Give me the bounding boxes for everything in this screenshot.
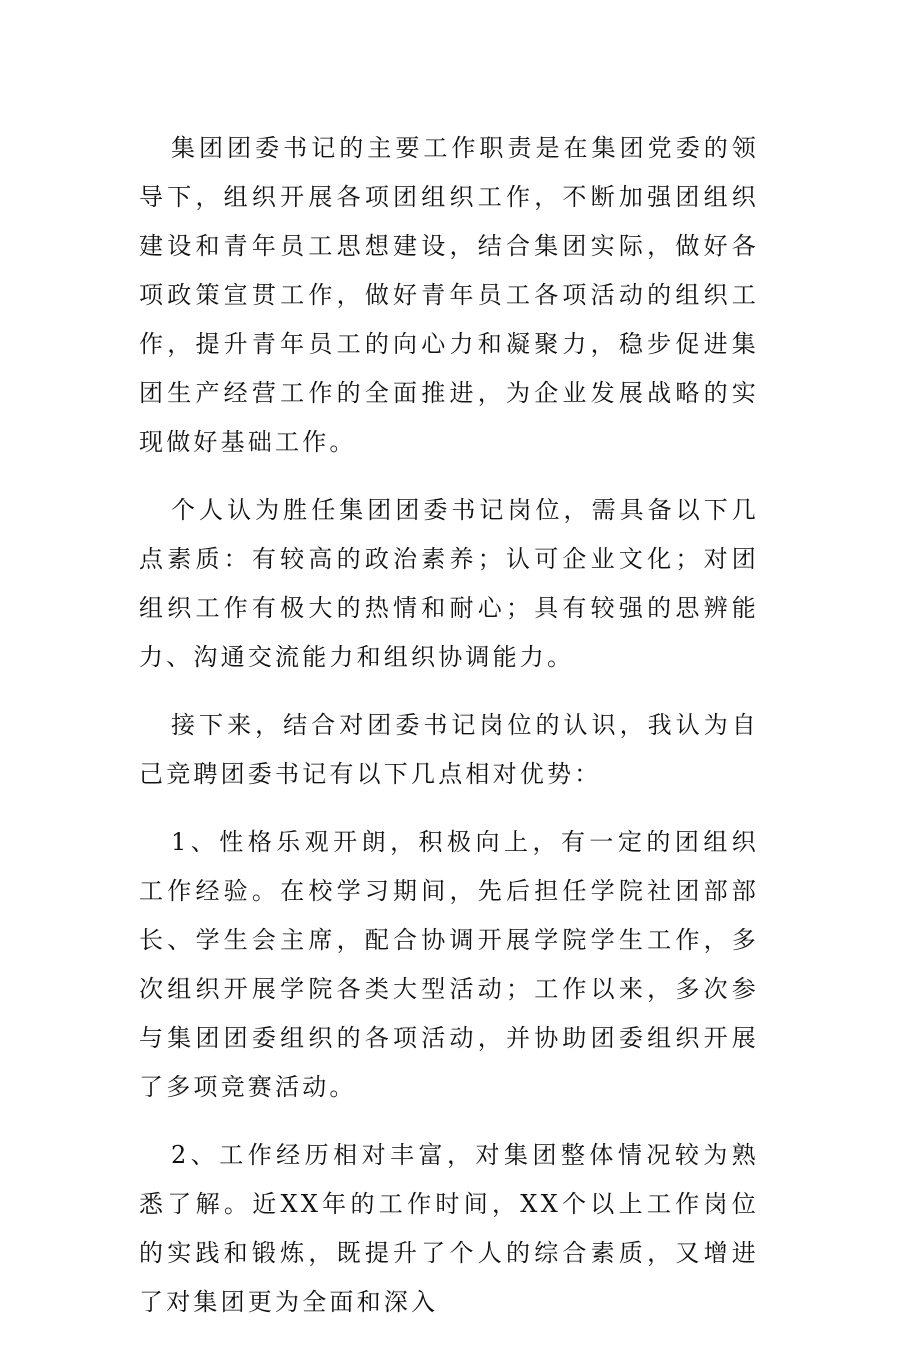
paragraph-qualities: 个人认为胜任集团团委书记岗位，需具备以下几点素质：有较高的政治素养；认可企业文化；对团组织工作有极大的热情和耐心；具有较强的思辨能力、沟通交流能力和组织协调能力。 [139, 496, 759, 671]
paragraph-advantages-intro: 接下来，结合对团委书记岗位的认识，我认为自己竞聘团委书记有以下几点相对优势： [139, 711, 759, 788]
paragraph-duties: 集团团委书记的主要工作职责是在集团党委的领导下，组织开展各项团组织工作，不断加强团组织建设和青年员工思想建设，结合集团实际，做好各项政策宣贯工作，做好青年员工各项活动的组织工作，提升青年员工的向心力和凝聚力，稳步促进集团生产经营工作的全面推进，为企业发展战略的实现做好基础工作。 [139, 134, 759, 456]
paragraph-advantage-1: 1、性格乐观开朗，积极向上，有一定的团组织工作经验。在校学习期间，先后担任学院社团部部长、学生会主席，配合协调开展学院学生工作，多次组织开展学院各类大型活动；工作以来，多次参与集团团委组织的各项活动，并协助团委组织开展了多项竞赛活动。 [139, 828, 759, 1101]
document-body [139, 124, 759, 1346]
paragraph-advantage-2: 2、工作经历相对丰富，对集团整体情况较为熟悉了解。近XX年的工作时间，XX个以上工作岗位的实践和锻炼，既提升了个人的综合素质，又增进了对集团更为全面和深入 [139, 1141, 759, 1316]
